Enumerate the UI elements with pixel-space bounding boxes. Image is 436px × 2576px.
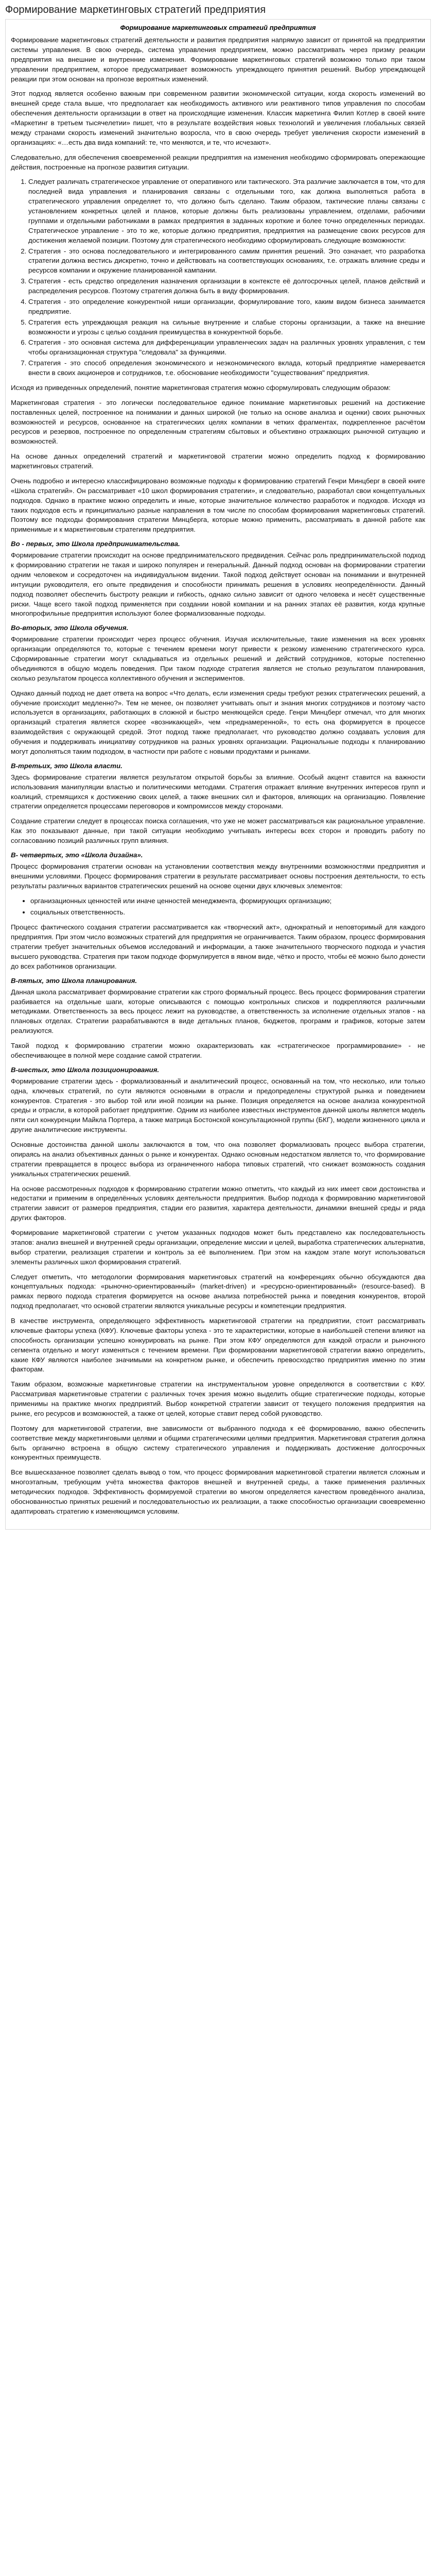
paragraph: Исходя из приведенных определений, понятие маркетинговая стратегия можно сформулировать следующим образом:: [11, 383, 391, 392]
paragraph: Этот подход является особенно важным при современном развитии экономической ситуации, когда скорость изменений во внешней среде стала выше, что предполагает как необходимость активного или реактивного типов управления по способам обеспечения деятельности организации в ответ на происходящие изменения. Классик маркетинга Филип Котлер в своей книге «Маркетинг в третьем тысячелетии» пишет, что в результате воздействия новых технологий и увеличения глобальных связей между странами скорость изменений значительно возросла, что в свою очередь требует увеличения скорости изменений в организациях: «…есть два вида компаний: те, что меняются, и те, что исчезают».: [11, 90, 425, 146]
bullet-item: • организационных ценностей или иначе ценностей менеджмента, формирующих организацию;: [30, 896, 425, 906]
list-item: 7. Стратегия - это способ определения экономического и неэкономического вклада, который предприятие намеревается внести в своих акционеров и сотрудников, т.е. обоснование необходимости "существования" предприятия.: [28, 359, 425, 378]
intro-section: [11, 36, 425, 172]
paragraph: Все вышесказанное позволяет сделать вывод о том, что процесс формирования маркетинговой стратегии является сложным и многоэтапным, требующим учёта множества факторов внешней и внутренней среды, а также применения различных методических подходов. Эффективность формируемой стратегии во многом определяется качеством проведённого анализа, обоснованностью принятых решений и последовательностью их реализации, а также способностью организации своевременно адаптировать стратегию к изменяющимся условиям.: [11, 1468, 425, 1515]
list-item: 4. Стратегия - это определение конкурентной ниши организации, формулирование того, каким видом бизнеса занимается предприятие.: [28, 297, 425, 317]
paragraph: Следовательно, для обеспечения своевременной реакции предприятия на изменения необходимо сформировать опережающие действия, построенные на прогнозе развития ситуации.: [11, 153, 425, 171]
article-subtitle: Формирование маркетинговых стратегий предприятия: [120, 24, 316, 31]
section-heading: Во-вторых, это Школа обучения.: [11, 624, 129, 632]
body-section: [11, 383, 425, 535]
paragraph: Формирование маркетинговой стратегии с учетом указанных подходов может быть представлено как последовательность этапов: анализ внешней и внутренней среды организации, определение миссии и целей, выработка стратегических альтернатив, выбор стратегии, реализация стратегии и контроль за её выполнением. При этом на каждом этапе могут использоваться элементы различных школ формирования стратегий.: [11, 1229, 425, 1266]
paragraph: Создание стратегии следует в процессах поиска соглашения, что уже не может рассматриваться как рациональное управление. Как это показывают данные, при такой ситуации необходимо учитывать интересы всех сторон и проводить работу по согласованию позиций различных групп влияния.: [11, 817, 425, 844]
schools-sections: [11, 540, 425, 1517]
article-body: [5, 19, 431, 1530]
paragraph: Такой подход к формированию стратегии можно охарактеризовать как «стратегическое программирование» - не обеспечивающее в полной мере создание самой стратегии.: [11, 1042, 425, 1059]
list-item: 6. Стратегия - это основная система для дифференциации управленческих задач на различных уровнях управления, с тем чтобы организационная структура "следовала" за функциями.: [28, 338, 425, 358]
paragraph: В качестве инструмента, определяющего эффективность маркетинговой стратегии на предприятии, стоит рассматривать ключевые факторы успеха (КФУ). Ключевые факторы успеха - это те характеристики, которые в наибольшей степени влияют на способность организации успешно конкурировать на рынке. При этом КФУ определяются для каждой отрасли и рыночного сегмента отдельно и могут изменяться с течением времени. При формировании маркетинговой стратегии важно определить, какие КФУ являются наиболее значимыми на конкретном рынке, и обеспечить превосходство предприятия именно по этим факторам.: [11, 1317, 425, 1374]
paragraph: Формирование маркетинговых стратегий деятельности и развития предприятия напрямую зависит от принятой на предприятии системы управления. В свою очередь, система управления предприятием, можно рассматривать через призму реакции предприятия на внешние и внутренние изменения. Формирование маркетинговых стратегий возможно только при таком управлении предприятием, которое предусматривает возможность упреждающего принятия решений. Выбор упреждающей реакции при этом основан на прогнозе вероятных изменений.: [11, 36, 425, 83]
paragraph: Однако данный подход не дает ответа на вопрос «Что делать, если изменения среды требуют резких стратегических решений, а обучение происходит медленно?». Тем не менее, он позволяет учитывать опыт и знания многих сотрудников и поэтому часто используется в организациях, работающих в сложной и быстро меняющейся среде. Генри Минцберг отмечал, что для многих организаций стратегия является скорее «возникающей», чем «преднамеренной», то есть она формируется в процессе взаимодействия с окружающей средой. Этот подход также предполагает, что руководство должно создавать условия для обучения и поддерживать инициативу сотрудников на разных уровнях организации. Рациональные подходы к планированию могут дополняться таким подходом, в частности при работе с новыми продуктами и рынками.: [11, 689, 425, 755]
paragraph: Таким образом, возможные маркетинговые стратегии на инструментальном уровне определяются в соответствии с КФУ. Рассматривая маркетинговые стратегии с различных точек зрения можно выделить общие стратегические подходы, которые применимы на практике многих предприятий. Выбор конкретной стратегии зависит от текущего положения предприятия на рынке, его ресурсов и возможностей, а также от целей, которые ставит перед собой руководство.: [11, 1380, 425, 1417]
paragraph: На основе данных определений стратегий и маркетинговой стратегии можно определить подход к формированию маркетинговых стратегий.: [11, 452, 425, 470]
paragraph: Формирование стратегии происходит через процесс обучения. Изучая исключительные, такие изменения на всех уровнях организации определяются то, которые с течением времени могут привести к резкому изменению стратегического курса. Сформированные стратегии могут складываться из отдельных решений и действий сотрудников, которые постепенно объединяются в общую модель поведения. При таком подходе стратегия является не столько результатом планирования, сколько результатом процесса коллективного обучения и экспериментов.: [11, 635, 425, 682]
bullet-item: • социальных ответственность.: [30, 908, 425, 918]
paragraph: Очень подробно и интересно классифицировано возможные подходы к формированию стратегий Генри Минцберг в своей книге «Школа стратегий». Он рассматривает «10 школ формирования стратегии», и следовательно, разработал свои концептуальных подходов. Однако в практике можно определить и иные, которые значительное количество разработок и подходов. Исходя из таких подходов есть и принципиально разные направления в том числе по способам формирования маркетинговых стратегий. Поэтому все подходы формирования стратегии Минцберга, которые можно применить, рассматривать в данной работе как применимые и к маркетинговым стратегиям предприятия.: [11, 477, 425, 534]
paragraph: Данная школа рассматривает формирование стратегии как строго формальный процесс. Весь процесс формирования стратегии разбивается на отдельные шаги, которые описываются с помощью контрольных списков и подкрепляются различными методиками. Ответственность за весь процесс лежит на руководстве, а ответственность за исполнение отдельных этапов - на плановых отделах. Стратегии разрабатываются в виде детальных планов, бюджетов, программ и графиков, которые затем реализуются.: [11, 988, 425, 1035]
bullet-list: [22, 896, 425, 918]
paragraph: Процесс фактического создания стратегии рассматривается как «творческий акт», однократный и неповторимый для каждого предприятия. При этом число возможных стратегий для предприятия не ограничивается. Таким образом, процесс формирования стратегии требует значительных объемов исследований и информации, а также значительного творческого подхода и участия высшего руководства. Стратегия при таком подходе формулируется в явном виде, чётко и просто, чтобы её можно было донести до всех работников организации.: [11, 923, 425, 970]
paragraph: Здесь формирование стратегии является результатом открытой борьбы за влияние. Особый акцент ставится на важности использования манипуляции властью и политическими методами. Стратегия отражает влияние внутренних интересов групп и коалиций, стремящихся к достижению своих целей, а также внешних сил и факторов, влияющих на организацию. Появление стратегии определяется процессами переговоров и компромиссов между сторонами.: [11, 773, 425, 810]
list-item: 3. Стратегия - есть средство определения назначения организации в контексте её долгосрочных целей, планов действий и распределения ресурсов. Поэтому стратегия должна быть в виду формирования.: [28, 277, 425, 296]
list-item: 5. Стратегия есть упреждающая реакция на сильные внутренние и слабые стороны организации, а также на внешние возможности и угрозы с целью создания преимущества в конкурентной борьбе.: [28, 318, 425, 337]
paragraph: Формирование стратегии происходит на основе предпринимательского предвидения. Сейчас роль предпринимательской подход к формированию стратегии не такая и широко популярен и генеральный. Данный подход основан на формировании стратегии одним человеком и сосредоточен на индивидуальном видении. Такой подход действует основан на понимании и внутренней интуиции руководителя, его опыте предвидения и способности принимать решения в условиях неопределённости. Данный подход позволяет обеспечить быстроту реакции и гибкость, однако сильно зависит от одного человека и несёт существенные риски. Чаще всего такой подход применяется при создании новой компании и на ранних этапах её развития, когда крупные многопрофильные предприятия используют более формализованные подходы.: [11, 551, 425, 618]
paragraph: Процесс формирования стратегии основан на установлении соответствия между внутренними возможностями предприятия и внешними условиями. Процесс формирования стратегии в результате рассматривает основы построения деятельности, то есть результаты различных вариантов стратегических решений на основе оценки двух ключевых элементов:: [11, 862, 425, 890]
list-item: 2. Стратегия - это основа последовательного и интегрированного самим принятия решений. Это означает, что разработка стратегии должна вестись дискретно, точно и действовать на соответствующих основаниях, т.е. отражать влияние среды и ресурсов компании и окружение планированной кампании.: [28, 247, 425, 276]
definitions-list: [22, 177, 425, 378]
section-heading: В- четвертых, это «Школа дизайна».: [11, 851, 143, 859]
section-heading: В-шестых, это Школа позиционирования.: [11, 1065, 160, 1074]
paragraph: Поэтому для маркетинговой стратегии, вне зависимости от выбранного подхода к её формированию, важно обеспечить соответствие между маркетинговыми целями и общими стратегическими целями предприятия. Маркетинговая стратегия должна быть органично встроена в общую систему стратегического управления и поддерживать достижение долгосрочных конкурентных преимуществ.: [11, 1424, 425, 1462]
paragraph: Следует отметить, что методологии формирования маркетинговых стратегий на конференциях обычно обсуждаются два концептуальных подхода: «рыночно-ориентированный» (market-driven) и «ресурсно-ориентированный» (resource-based). В рамках первого подхода стратегия формируется на основе анализа потребностей рынка и поведения конкурентов, второй подход предполагает, что основой стратегии являются уникальные ресурсы и компетенции предприятия.: [11, 1273, 425, 1310]
section-heading: В-пятых, это Школа планирования.: [11, 976, 137, 985]
paragraph: Основные достоинства данной школы заключаются в том, что она позволяет формализовать процесс выбора стратегии, опираясь на анализ объективных данных о рынке и конкурентах. Однако основным недостатком является то, что формирование стратегии превращается в процесс выбора из ограниченного набора типовых стратегий, что снижает возможность создания уникальных стратегических решений.: [11, 1141, 425, 1178]
section-heading: Во - первых, это Школа предпринимательства.: [11, 540, 180, 548]
paragraph: Формирование стратегии здесь - формализованный и аналитический процесс, основанный на том, что несколько, или только одна, ключевых стратегий, по сути являются основными в отрасли и предопределены структурой рынка и поведением конкурентов. Стратегия - это выбор той или иной позиции на рынке. Позиция определяется на основе анализа конкурентной среды и отрасли, в которой работает предприятие. Одним из наиболее известных инструментов данной школы является модель пяти сил конкуренции Майкла Портера, а также матрица Бостонской консультационной группы (БКГ), модели жизненного цикла и другие аналитические инструменты.: [11, 1077, 425, 1134]
page-title: Формирование маркетинговых стратегий предприятия: [5, 4, 266, 15]
list-item: 1. Следует различать стратегическое управление от оперативного или тактического. Эта различие заключается в том, что для последней вида управления и планирования связаны с отдельными того, как должна выполняться работа в стратегического управления определяет то, что должно быть сделано. Таким образом, тактические планы связаны с установлением конкретных целей и планов, которые должны быть реализованы управлением, отделами, рабочими группами и отдельными работниками в рамках предприятия в заданных короткие и более точно определенных периодах. Стратегическое управление - это то же, которые должно предприятия, предприятия на размещение своих ресурсов для достижения желаемой позиции. Поэтому для стратегического необходимо сформулировать следующие возможности:: [28, 177, 425, 245]
paragraph: Маркетинговая стратегия - это логически последовательное единое понимание маркетинговых решений на достижение поставленных целей, построенное на понимании и данных широкой (не только на основе анализа и оценки) своих рыночных возможностей и ресурсов, основанное на стратегических целях компании в четких фрагментах, подкрепленное расчётом ресурсов и резервов, построенное по определенным стратегиям сбытовых и объективно отражающих рыночной ситуацию и возможностей.: [11, 398, 425, 446]
section-heading: В-третьих, это Школа власти.: [11, 761, 123, 770]
paragraph: На основе рассмотренных подходов к формированию стратегии можно отметить, что каждый из них имеет свои достоинства и недостатки и применим в определённых условиях деятельности предприятия. Выбор подхода к формированию маркетинговой стратегии зависит от размеров предприятия, стадии его развития, характера деятельности, динамики внешней среды и ряда других факторов.: [11, 1184, 425, 1222]
